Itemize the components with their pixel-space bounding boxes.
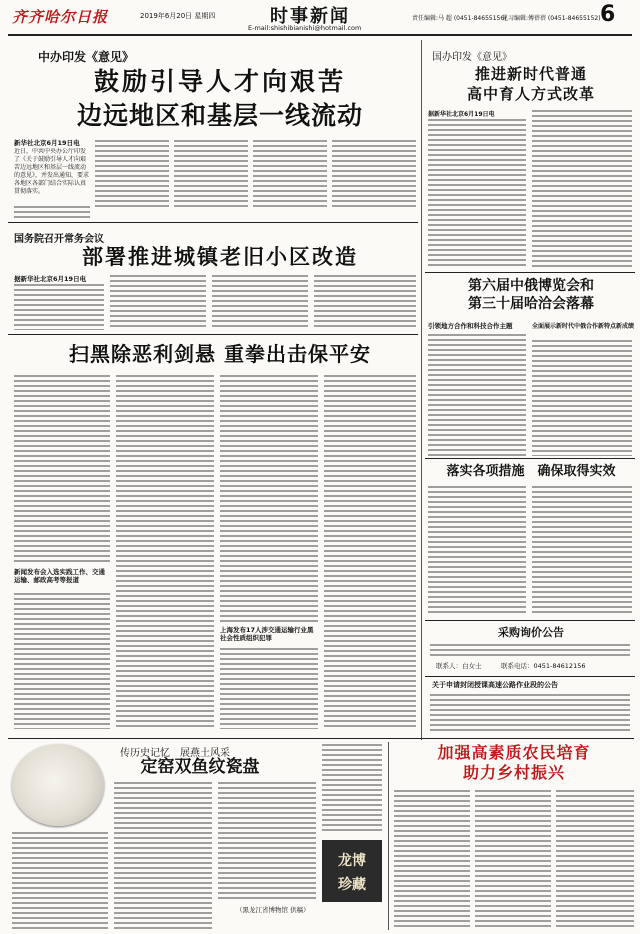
farmers-body-col3 xyxy=(556,790,634,930)
farmers-headline-line1: 加强高素质农民培育 xyxy=(437,743,591,762)
editor-credit: 责任编辑:马 超 (0451-84655156) xyxy=(412,15,507,22)
antigang-body-col3b xyxy=(220,648,318,729)
expo-body-col2 xyxy=(532,340,632,456)
spotlight-source: （黑龙江省博物馆 供稿） xyxy=(236,906,310,914)
state-council-rule xyxy=(8,222,418,223)
museum-badge-line2: 珍藏 xyxy=(338,877,366,893)
state-council-dateline: 据新华社北京6月19日电 xyxy=(14,275,87,283)
spotlight-kicker: 传历史记忆 展燕土风采 xyxy=(120,748,230,759)
right-top-headline-line2: 高中育人方式改革 xyxy=(466,85,595,103)
state-council-body-col4 xyxy=(314,275,416,330)
lead-body-col2 xyxy=(95,140,169,210)
farmers-body-col1 xyxy=(394,790,470,930)
antigang-sub1: 新闻发布会入选实践工作、交通运输、邮政高考等报道 xyxy=(14,568,105,584)
lead-headline-line2: 边远地区和基层一线流动 xyxy=(76,101,363,130)
antigang-sub2-box xyxy=(220,626,318,646)
antigang-sub1-box xyxy=(14,568,110,590)
tasks-body-col1 xyxy=(428,486,526,616)
lead-body-col3 xyxy=(174,140,248,210)
right-top-body-col2 xyxy=(532,110,632,269)
paper-name-logo: 齐齐哈尔日报 xyxy=(12,8,109,26)
antigang-body-col3 xyxy=(220,375,318,623)
lead-kicker: 中办印发《意见》 xyxy=(38,50,135,64)
expo-body-col1 xyxy=(428,334,526,456)
lead-dateline: 新华社北京6月19日电 xyxy=(14,139,80,147)
procurement-contact: 联系人：白女士 联系电话：0451-84612156 xyxy=(436,662,586,670)
right-top-dateline: 据新华社北京6月19日电 xyxy=(428,111,495,118)
email-line: E-mail:shishibianishi@hotmail.com xyxy=(248,24,362,32)
expo-headline-line2: 第三十届哈洽会落幕 xyxy=(468,296,594,312)
notice-body xyxy=(430,694,630,734)
antigang-rule xyxy=(8,334,418,335)
farmers-headline-line2: 助力乡村振兴 xyxy=(462,763,565,782)
state-council-headline: 部署推进城镇老旧小区改造 xyxy=(82,245,358,269)
right-top-body-col1 xyxy=(428,119,526,269)
state-council-body-col2 xyxy=(110,275,206,330)
page-number: 6 xyxy=(600,2,616,27)
notice-rule xyxy=(425,676,635,677)
museum-badge-line1: 龙博 xyxy=(338,853,366,869)
spotlight-body-col2 xyxy=(114,782,212,930)
masthead-rule xyxy=(8,34,632,36)
museum-badge xyxy=(322,840,382,902)
farmers-body-col2 xyxy=(475,790,551,930)
column-divider xyxy=(421,40,422,740)
expo-sub1: 引领地方合作和科技合作主题 xyxy=(428,322,513,330)
procurement-rule xyxy=(425,620,635,621)
lead-body-col5 xyxy=(332,140,416,210)
lead-body-col4 xyxy=(253,140,327,210)
notice-title: 关于申请封闭授课高速公路作业段的公告 xyxy=(432,681,558,689)
tasks-rule xyxy=(425,458,635,459)
plate-photo xyxy=(12,744,104,826)
lead-body-col1 xyxy=(14,206,90,220)
spotlight-body-col1 xyxy=(12,832,108,930)
state-council-body-col1 xyxy=(14,284,104,330)
expo-rule xyxy=(425,272,635,273)
tasks-body-col2 xyxy=(532,486,632,616)
lead-intro: 近日，中共中央办公厅印发了《关于鼓励引导人才向艰苦边远地区和基层一线流动的意见》，并发出通知，要求各地区各部门结合实际认真贯彻落实。 xyxy=(14,148,90,195)
bottom-section-rule xyxy=(8,738,634,739)
state-council-body-col3 xyxy=(212,275,308,330)
right-top-headline-line1: 推进新时代普通 xyxy=(474,65,587,83)
procurement-title: 采购询价公告 xyxy=(498,626,564,639)
section-title: 时事新闻 xyxy=(270,6,350,27)
issue-date: 2019年6月20日 星期四 xyxy=(140,12,216,20)
expo-sub2: 全面展示新时代中俄合作新特点新成绩 xyxy=(532,323,635,330)
right-top-kicker: 国办印发《意见》 xyxy=(432,52,512,63)
state-council-kicker: 国务院召开常务会议 xyxy=(14,234,104,245)
lead-headline-line1: 鼓励引导人才向艰苦 xyxy=(93,67,346,96)
antigang-body-col1 xyxy=(14,375,110,565)
antigang-headline: 扫黑除恶利剑悬 重拳出击保平安 xyxy=(69,342,371,366)
layout-credit: 见习编辑:傅蓓蓓 (0451-84655152) xyxy=(502,15,601,22)
masthead xyxy=(0,0,640,34)
procurement-body xyxy=(430,644,630,658)
tasks-headline: 落实各项措施 确保取得实效 xyxy=(446,464,616,479)
antigang-body-col2 xyxy=(116,375,214,729)
farmers-divider xyxy=(388,742,389,930)
antigang-sub2: 上海发布17人涉交通运输行业黑社会性质组织犯罪 xyxy=(220,626,314,642)
spotlight-body-col4 xyxy=(322,744,382,834)
antigang-body-col1b xyxy=(14,593,110,729)
antigang-body-col4 xyxy=(324,375,416,729)
spotlight-body-col3 xyxy=(218,782,316,902)
expo-headline-line1: 第六届中俄博览会和 xyxy=(468,278,594,294)
spotlight-headline: 定窑双鱼纹瓷盘 xyxy=(140,757,260,777)
